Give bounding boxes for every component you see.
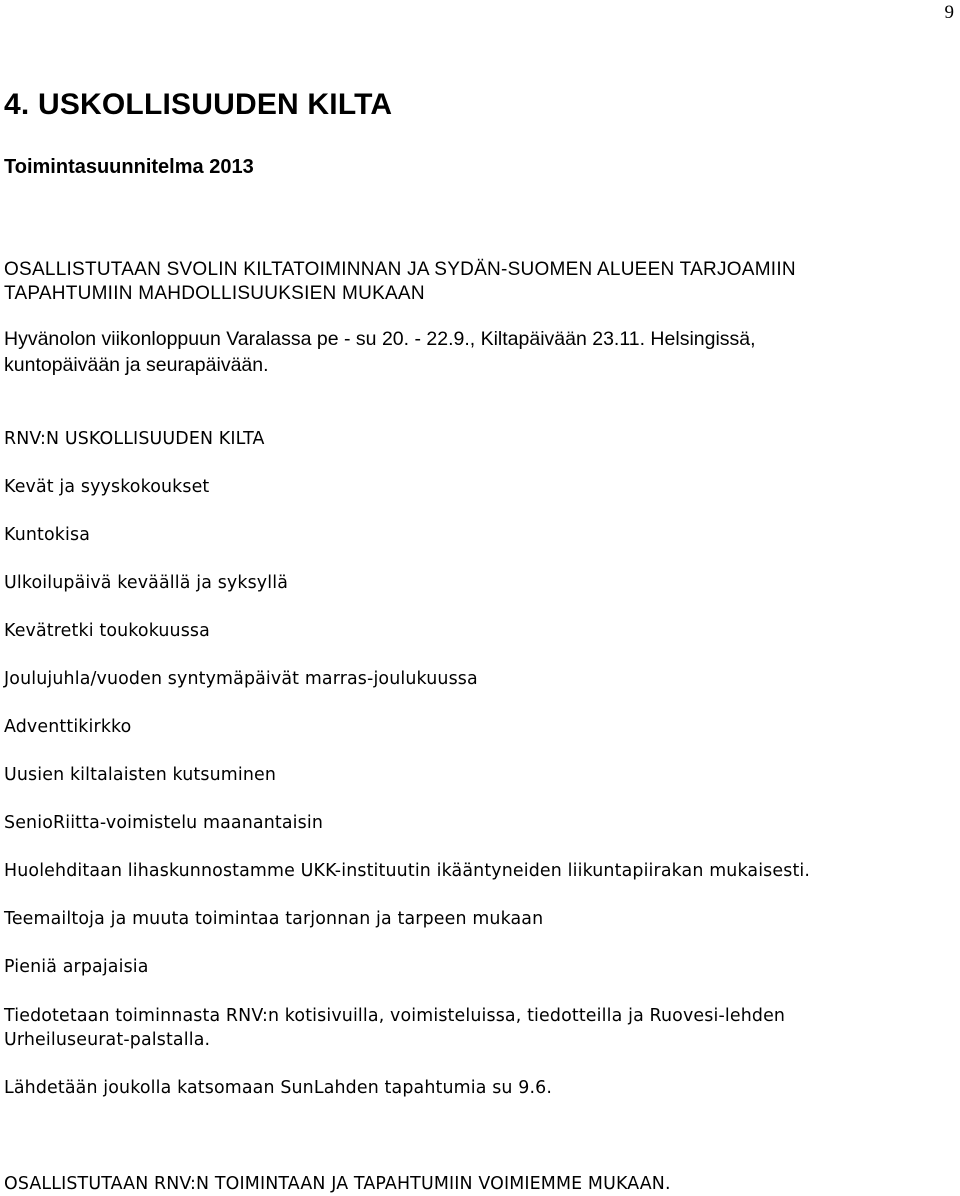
list-item: Pieniä arpajaisia	[4, 957, 149, 977]
section2-heading: RNV:N USKOLLISUUDEN KILTA	[4, 429, 265, 449]
page-number: 9	[944, 2, 954, 23]
section1-heading-line-1: OSALLISTUTAAN SVOLIN KILTATOIMINNAN JA SYDÄN-SUOMEN ALUEEN TARJOAMIIN	[4, 259, 796, 280]
list-item: Ulkoilupäivä keväällä ja syksyllä	[4, 573, 289, 593]
list-item: SenioRiitta-voimistelu maanantaisin	[4, 813, 324, 833]
list-item: Teemailtoja ja muuta toimintaa tarjonnan ja tarpeen mukaan	[4, 909, 544, 929]
list-item: Uusien kiltalaisten kutsuminen	[4, 765, 277, 785]
section1-paragraph-line-2: kuntopäivään ja seurapäivään.	[4, 354, 269, 376]
info-line-1: Tiedotetaan toiminnasta RNV:n kotisivuilla, voimisteluissa, tiedotteilla ja Ruovesi-lehden	[4, 1006, 786, 1026]
trip-line: Lähdetään joukolla katsomaan SunLahden tapahtumia su 9.6.	[4, 1078, 553, 1098]
list-item: Huolehditaan lihaskunnostamme UKK-instituutin ikääntyneiden liikuntapiirakan mukaisesti.	[4, 861, 811, 881]
section1-heading-line-2: TAPAHTUMIIN MAHDOLLISUUKSIEN MUKAAN	[4, 283, 425, 304]
page-title: 4. USKOLLISUUDEN KILTA	[4, 88, 393, 121]
section1-paragraph-line-1: Hyvänolon viikonloppuun Varalassa pe - su 20. - 22.9., Kiltapäivään 23.11. Helsingissä,	[4, 328, 756, 350]
list-item: Kuntokisa	[4, 525, 91, 545]
info-line-2: Urheiluseurat-palstalla.	[4, 1030, 211, 1050]
footer-heading: OSALLISTUTAAN RNV:N TOIMINTAAN JA TAPAHTUMIIN VOIMIEMME MUKAAN.	[4, 1174, 671, 1194]
list-item: Kevätretki toukokuussa	[4, 621, 210, 641]
plan-subtitle: Toimintasuunnitelma 2013	[4, 156, 254, 178]
list-item: Adventtikirkko	[4, 717, 132, 737]
list-item: Joulujuhla/vuoden syntymäpäivät marras-joulukuussa	[4, 669, 478, 689]
list-item: Kevät ja syyskokoukset	[4, 477, 210, 497]
